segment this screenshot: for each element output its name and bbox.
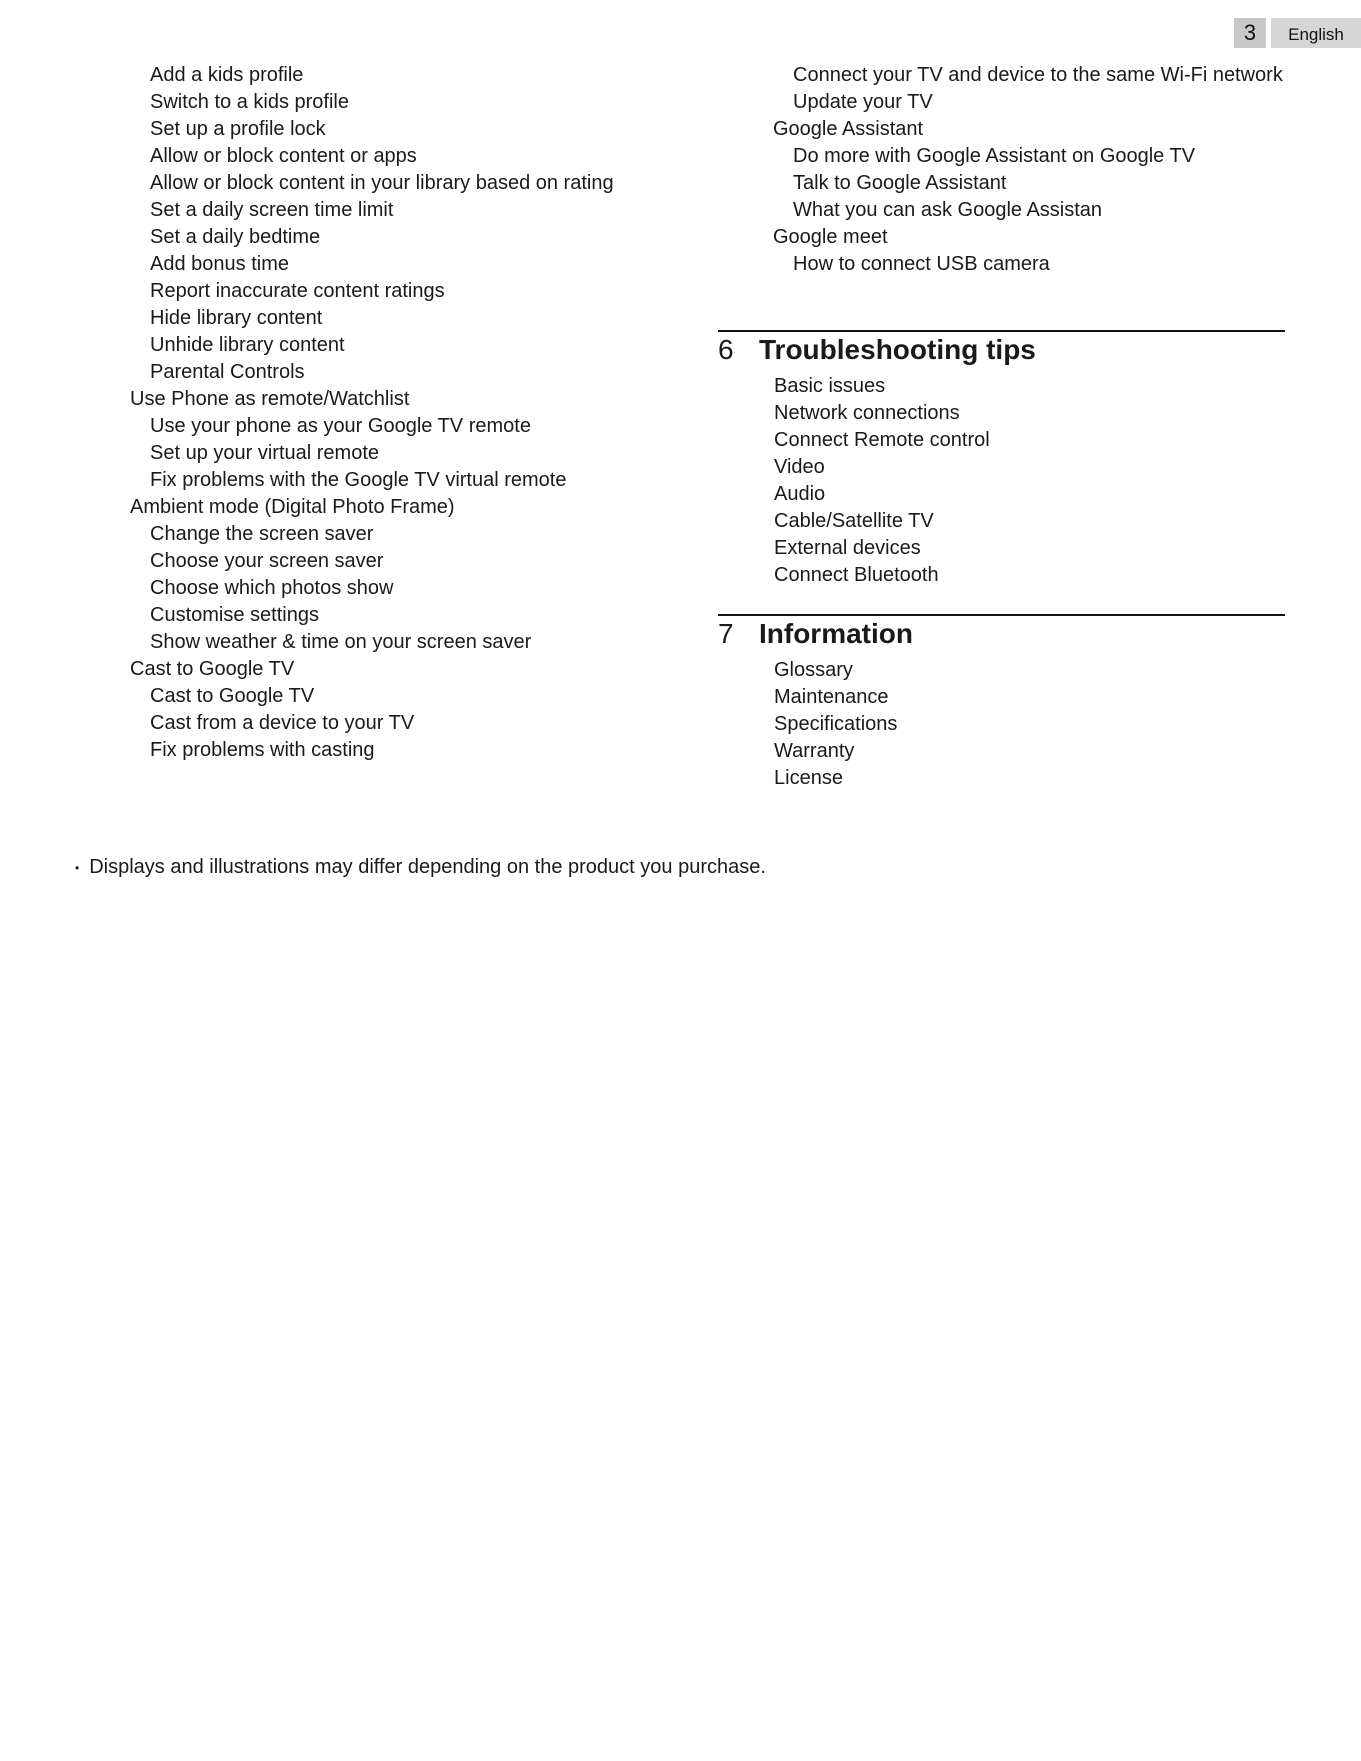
toc-item[interactable]: Connect Remote control [774, 429, 990, 451]
toc-item[interactable]: Basic issues [774, 375, 886, 397]
section-items [774, 375, 1285, 586]
toc-item[interactable]: External devices [774, 537, 921, 559]
toc-item[interactable]: Unhide library content [150, 334, 345, 356]
toc-item[interactable]: Google Assistant [773, 118, 924, 140]
section-title: Troubleshooting tips [759, 334, 1036, 365]
toc-item[interactable]: Customise settings [150, 604, 319, 626]
toc-item[interactable]: Show weather & time on your screen saver [150, 631, 532, 653]
toc-item[interactable]: Add bonus time [150, 253, 289, 275]
toc-item[interactable]: What you can ask Google Assistan [793, 199, 1103, 221]
toc-item[interactable]: How to connect USB camera [793, 253, 1050, 275]
toc-item[interactable]: Fix problems with casting [150, 739, 375, 761]
toc-item[interactable]: Fix problems with the Google TV virtual remote [150, 469, 567, 491]
toc-item[interactable]: Cast to Google TV [150, 685, 315, 707]
toc-item[interactable]: Cast from a device to your TV [150, 712, 415, 734]
toc-item[interactable]: Audio [774, 483, 826, 505]
toc-item[interactable]: Allow or block content in your library based on rating [150, 172, 614, 194]
toc-right-column [773, 64, 1293, 280]
toc-item[interactable]: Choose your screen saver [150, 550, 384, 572]
toc-item[interactable]: Do more with Google Assistant on Google TV [793, 145, 1196, 167]
page-number: 3 [1234, 18, 1266, 48]
toc-item[interactable]: Connect Bluetooth [774, 564, 939, 586]
footnote-text: Displays and illustrations may differ depending on the product you purchase. [89, 856, 766, 878]
toc-left-column [130, 64, 690, 766]
toc-item[interactable]: Use your phone as your Google TV remote [150, 415, 531, 437]
toc-item[interactable]: License [774, 767, 843, 789]
toc-item[interactable]: Add a kids profile [150, 64, 304, 86]
toc-item[interactable]: Connect your TV and device to the same Wi-Fi network [793, 64, 1283, 86]
toc-item[interactable]: Cable/Satellite TV [774, 510, 934, 532]
toc-item[interactable]: Warranty [774, 740, 855, 762]
section-number: 7 [718, 618, 734, 649]
footnote [75, 855, 766, 880]
toc-item[interactable]: Report inaccurate content ratings [150, 280, 445, 302]
section-troubleshooting [718, 330, 1285, 591]
toc-item[interactable]: Parental Controls [150, 361, 305, 383]
toc-item[interactable]: Glossary [774, 659, 853, 681]
section-items [774, 659, 1285, 789]
section-heading [718, 617, 1285, 651]
toc-item[interactable]: Allow or block content or apps [150, 145, 417, 167]
language-tab: English [1271, 18, 1361, 48]
toc-item[interactable]: Video [774, 456, 825, 478]
toc-item[interactable]: Cast to Google TV [130, 658, 295, 680]
toc-item[interactable]: Ambient mode (Digital Photo Frame) [130, 496, 455, 518]
toc-item[interactable]: Talk to Google Assistant [793, 172, 1007, 194]
toc-item[interactable]: Specifications [774, 713, 898, 735]
toc-item[interactable]: Network connections [774, 402, 960, 424]
toc-item[interactable]: Maintenance [774, 686, 889, 708]
toc-item[interactable]: Set a daily screen time limit [150, 199, 394, 221]
toc-item[interactable]: Hide library content [150, 307, 323, 329]
toc-item[interactable]: Google meet [773, 226, 888, 248]
toc-item[interactable]: Set up your virtual remote [150, 442, 379, 464]
section-heading [718, 333, 1285, 367]
toc-item[interactable]: Set a daily bedtime [150, 226, 321, 248]
bullet-icon: • [75, 860, 80, 875]
toc-item[interactable]: Switch to a kids profile [150, 91, 349, 113]
toc-item[interactable]: Choose which photos show [150, 577, 394, 599]
toc-item[interactable]: Set up a profile lock [150, 118, 326, 140]
section-number: 6 [718, 334, 734, 365]
toc-item[interactable]: Change the screen saver [150, 523, 374, 545]
toc-item[interactable]: Use Phone as remote/Watchlist [130, 388, 410, 410]
section-title: Information [759, 618, 913, 649]
section-information [718, 614, 1285, 794]
toc-item[interactable]: Update your TV [793, 91, 933, 113]
